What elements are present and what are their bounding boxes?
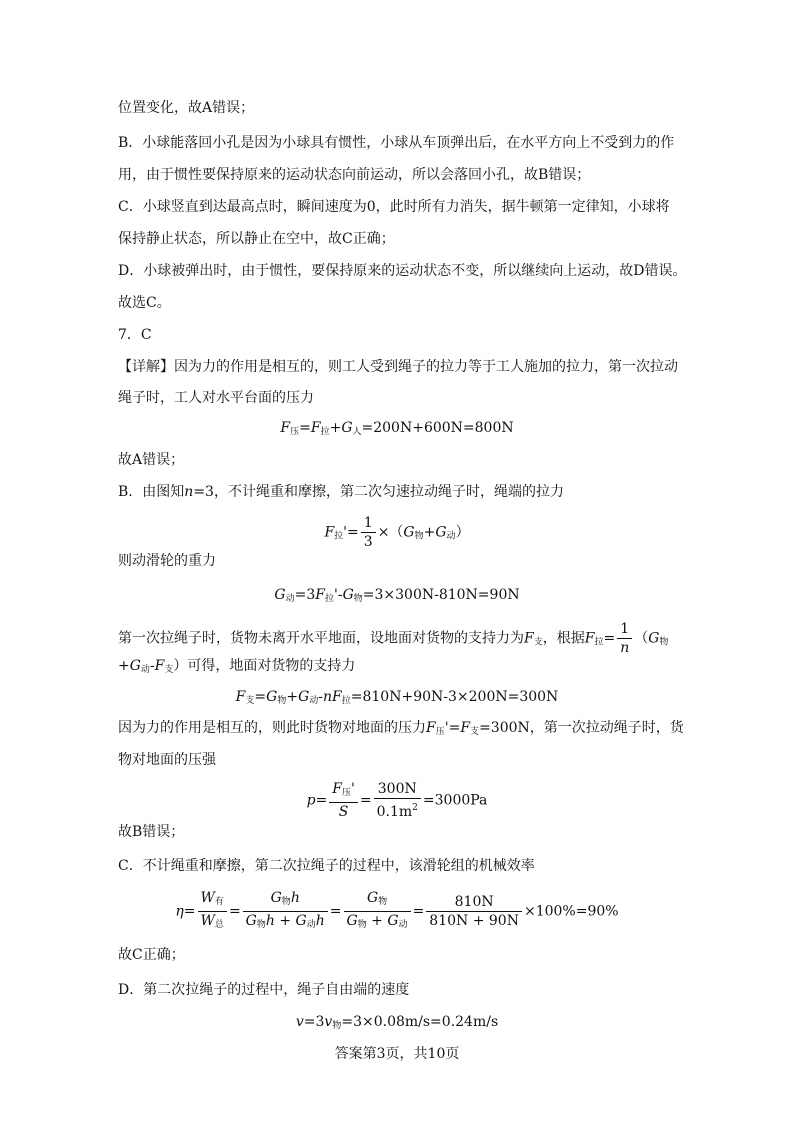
text-line: 则动滑轮的重力 [118,553,216,569]
equation-2: $F_拉'=$ $\frac{1}{3}$ $\times(G_物+G_动)$ [324,515,470,550]
text-line: 故B错误； [118,824,185,840]
text-line: 【详解】因为力的作用是相互的，则工人受到绳子的拉力等于工人施加的拉力，第一次拉动 [118,359,678,375]
text-line: 保持静止状态，所以静止在空中，故C正确； [118,231,395,247]
question-number: 7．C [118,327,152,343]
text-line: 位置变化，故A错误； [118,100,255,116]
equation-1: $F_压=F_拉+G_人=200N+600N=800N$ [280,420,514,437]
text-line: $+G_动-F_支$）可得，地面对货物的支持力 [118,658,356,675]
text-line: B．由图知n=3，不计绳重和摩擦，第二次匀速拉动绳子时，绳端的拉力 [118,484,564,500]
text-line: 故选C。 [118,295,171,311]
text-line: D．第二次拉绳子的过程中，绳子自由端的速度 [118,982,410,998]
page-footer: 答案第3页，共10页 [334,1046,460,1062]
text-line: 因为力的作用是相互的，则此时货物对地面的压力$F_压'=F_支=300N$，第一次拉动绳子时，货 [118,720,684,737]
text-line: 绳子时，工人对水平台面的压力 [118,390,314,406]
equation-7: $v=3v_物=3\times 0.08m/s=0.24m/s$ [295,1014,499,1031]
text-line: 故C正确； [118,947,185,963]
text-line: C．不计绳重和摩擦，第二次拉绳子的过程中，该滑轮组的机械效率 [118,858,535,874]
equation-5: p= $\frac{F_压'}{S}$ = $\frac{300N}{0.1m^2}$ =3000Pa [306,781,488,820]
text-line: D．小球被弹出时，由于惯性，要保持原来的运动状态不变，所以继续向上运动，故D错误。 [118,263,687,279]
equation-3: $G_动=3F_拉'-G_物=3\times 300N-810N=90N$ [274,587,520,604]
text-line: 物对地面的压强 [118,752,216,768]
text-line: 用，由于惯性要保持原来的运动状态向前运动，所以会落回小孔，故B错误； [118,167,591,183]
equation-4: $F_支=G_物+G_动-nF_拉=810N+90N-3\times 200N=300N$ [235,689,559,706]
text-line: B．小球能落回小孔是因为小球具有惯性，小球从车顶弹出后，在水平方向上不受到力的作 [118,135,675,151]
text-line: C．小球竖直到达最高点时，瞬间速度为0，此时所有力消失，据牛顿第一定律知，小球将 [118,199,670,215]
text-line: 故A错误； [118,452,185,468]
text-line: 第一次拉绳子时，货物未离开水平地面，设地面对货物的支持力为$F_支$，根据$F_拉=$ $\frac{1}{n}$ （$G_物$ [118,621,669,656]
equation-6: η= $\frac{W_有}{W_总}$ = $\frac{G_物h}{G_物h + G_动h}$ = $\frac{G_物}{G_物 + G_动}$ = $\frac{810N}{810N + 90N}$ ×100%=90% [175,890,619,930]
